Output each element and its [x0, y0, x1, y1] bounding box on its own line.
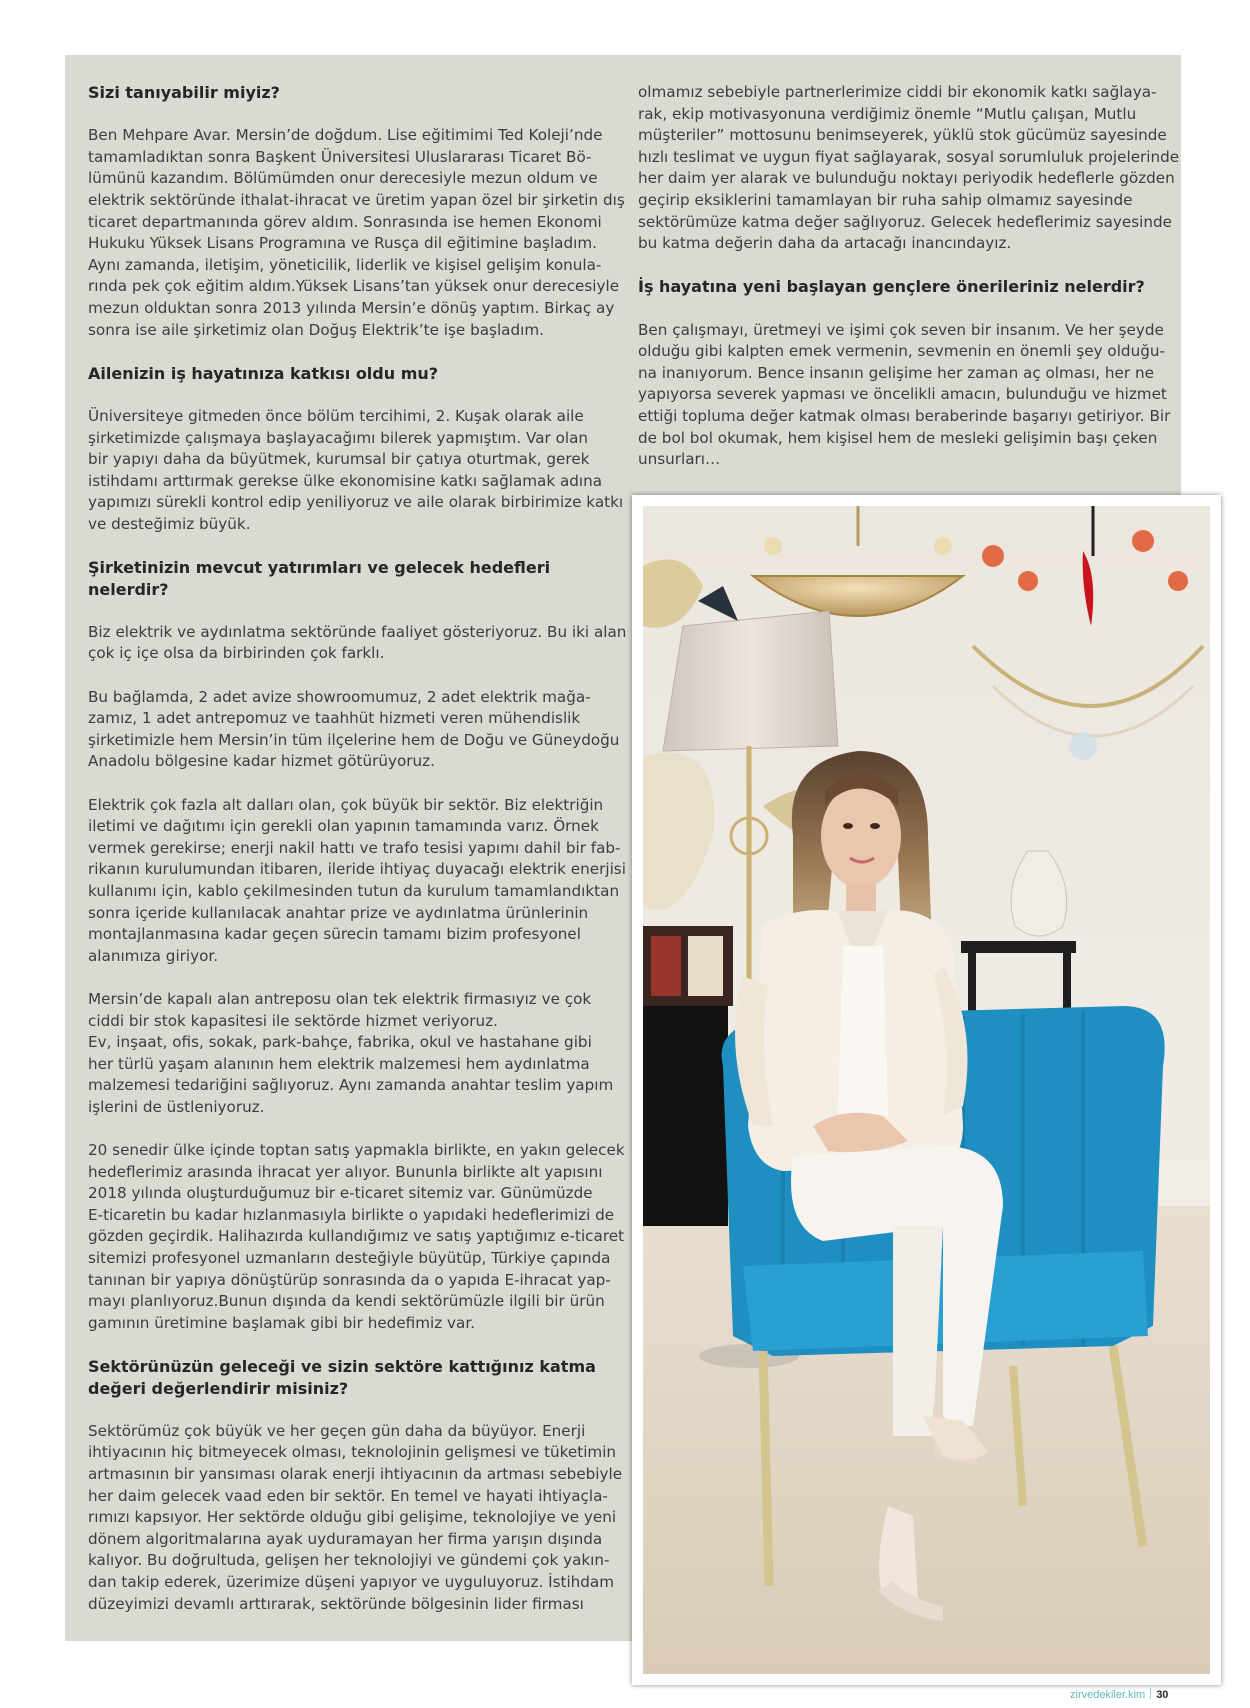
- body-text-line: mezun olduktan sonra 2013 yılında Mersin’e dönüş yaptım. Birkaç ay: [88, 298, 615, 317]
- footer-site: zirvedekiler.kim: [1070, 1689, 1146, 1701]
- body-text-line: malzemesi tedariğini sağlıyoruz. Aynı zamanda anahtar teslim yapım: [88, 1076, 614, 1095]
- body-text-line: Mersin’de kapalı alan antreposu olan tek elektrik firmasıyız ve çok: [88, 989, 592, 1008]
- body-text-line: Anadolu bölgesine kadar hizmet götürüyoruz.: [88, 752, 435, 771]
- body-text-line: dan takip ederek, üzerimize düşeni yapıyor ve uyguluyoruz. İstihdam: [88, 1572, 615, 1591]
- section-heading-line: Ailenizin iş hayatınıza katkısı oldu mu?: [88, 363, 439, 383]
- body-text-line: Ben Mehpare Avar. Mersin’de doğdum. Lise eğitimimi Ted Koleji’nde: [88, 126, 603, 145]
- body-text-line: yapımızı sürekli kontrol edip yeniliyoruz ve aile olarak birbirimize katkı: [88, 493, 624, 512]
- paragraph-spacer: [638, 255, 1168, 277]
- paragraph-spacer: [88, 600, 618, 622]
- body-text-line: olduğu gibi kalpten emek vermenin, sevmenin en önemli şey olduğu-: [638, 342, 1165, 361]
- body-text-line: her daim gelecek vaad eden bir sektör. En temel ve hayati ihtiyaçla-: [88, 1486, 608, 1505]
- body-text-line: yapıyorsa severek yapması ve öncelikli amacın, bulunduğu ve hizmet: [638, 385, 1167, 404]
- footer-divider: [1150, 1688, 1151, 1699]
- body-text-line: rımızı kapsıyor. Her sektörde olduğu gibi gelişime, teknolojiye ve yeni: [88, 1508, 617, 1527]
- body-text-line: bu katma değerin daha da artacağı inancındayız.: [638, 234, 1012, 253]
- body-text-line: düzeyimizi devamlı arttırarak, sektöründe bölgesinin lider firması: [88, 1594, 584, 1613]
- body-text-line: Ben çalışmayı, üretmeyi ve işimi çok seven bir insanım. Ve her şeyde: [638, 320, 1164, 339]
- body-text-line: mayı planlıyoruz.Bunun dışında da kendi sektörümüzle ilgili bir ürün: [88, 1292, 605, 1311]
- paragraph-spacer: [88, 1334, 618, 1356]
- paragraph-spacer: [88, 665, 618, 687]
- section-heading-line: Sektörünüzün geleceği ve sizin sektöre kattığınız katma: [88, 1357, 596, 1377]
- body-text-line: rikanın kurulumundan itibaren, ileride ihtiyaç duyacağı elektrik enerjisi: [88, 860, 626, 879]
- body-text-line: çok iç içe olsa da birbirinden çok farklı.: [88, 644, 385, 663]
- body-text-line: ticaret departmanında görev aldım. Sonrasında ise hemen Ekonomi: [88, 212, 602, 231]
- body-text-line: elektrik sektöründe ithalat-ihracat ve üretim yapan özel bir şirketin dış: [88, 190, 625, 209]
- body-text-line: Sektörümüz çok büyük ve her geçen gün daha da büyüyor. Enerji: [88, 1421, 586, 1440]
- paragraph-spacer: [88, 535, 618, 557]
- portrait-photo: [643, 506, 1210, 1674]
- body-text-line: ihtiyacının hiç bitmeyecek olması, teknolojinin gelişmesi ve tüketimin: [88, 1443, 617, 1462]
- body-text-line: rında pek çok eğitim aldım.Yüksek Lisans’tan yüksek onur derecesiyle: [88, 277, 620, 296]
- body-text-line: sonra içeride kullanılacak anahtar prize ve aydınlatma ürünlerinin: [88, 903, 589, 922]
- body-text-line: olmamız sebebiyle partnerlerimize ciddi bir ekonomik katkı sağlaya-: [638, 83, 1157, 101]
- body-text-line: iletimi ve dağıtımı için gerekli olan yapının tamamında varız. Örnek: [88, 817, 599, 836]
- body-text-line: Hukuku Yüksek Lisans Programına ve Rusça dil eğitimine başladım.: [88, 234, 597, 253]
- body-text-line: kalıyor. Bu doğrultuda, gelişen her teknolojiyi ve gündemi çok yakın-: [88, 1551, 610, 1570]
- body-text-line: hızlı teslimat ve uygun fiyat sağlayarak, sosyal sorumluluk projelerinde: [638, 147, 1180, 166]
- body-text-line: Aynı zamanda, iletişim, yöneticilik, liderlik ve kişisel gelişim konula-: [88, 255, 602, 274]
- section-heading-line: Sizi tanıyabilir miyiz?: [88, 83, 280, 102]
- portrait-photo-frame: [632, 495, 1221, 1685]
- body-text-line: 2018 yılında oluşturduğumuz bir e-ticaret sitemiz var. Günümüzde: [88, 1184, 593, 1203]
- body-text-line: Ev, inşaat, ofis, sokak, park-bahçe, fabrika, okul ve hastahane gibi: [88, 1033, 592, 1052]
- body-text-line: alanımıza giriyor.: [88, 946, 219, 965]
- paragraph-spacer: [88, 1399, 618, 1421]
- paragraph-spacer: [88, 967, 618, 989]
- page-number: 30: [1156, 1689, 1169, 1701]
- body-text-line: hedeflerimiz arasında ihracat yer alıyor. Bununla birlikte alt yapısını: [88, 1162, 603, 1181]
- body-text-line: dönem algoritmalarına ayak uyduramayan her firma yarışın dışında: [88, 1529, 603, 1548]
- body-text-line: sitemizi profesyonel uzmanların desteğiyle büyütüp, Türkiye çapında: [88, 1249, 611, 1268]
- body-text-line: sektörümüze katma değer sağlıyoruz. Gelecek hedeflerimiz sayesinde: [638, 212, 1172, 231]
- body-text-line: işlerini de üstleniyoruz.: [88, 1097, 265, 1116]
- body-text-line: gözden geçirdik. Halihazırda kullandığımız ve satış yaptığımız e-ticaret: [88, 1227, 625, 1246]
- body-text-line: artmasının bir yansıması olarak enerji ihtiyacının da artması sebebiyle: [88, 1465, 623, 1483]
- body-text-line: de bol bol okumak, hem kişisel hem de mesleki gelişimin başı çeken: [638, 428, 1158, 447]
- section-heading-line: İş hayatına yeni başlayan gençlere önerileriniz nelerdir?: [638, 277, 1145, 297]
- body-text-line: lümünü kazandım. Bölümümden onur derecesiyle mezun oldum ve: [88, 169, 598, 188]
- body-text-line: kullanımı için, kablo çekilmesinden tutun da kurulum tamamlandıktan: [88, 881, 620, 900]
- body-text-line: E-ticaretin bu kadar hızlanmasıyla birlikte o yapıdaki hedeflerimizi de: [88, 1205, 615, 1224]
- paragraph-spacer: [88, 1119, 618, 1141]
- body-text-line: ve desteğimiz büyük.: [88, 514, 251, 533]
- body-text-line: rak, ekip motivasyonuna verdiğimiz önemle “Mutlu çalışan, Mutlu: [638, 104, 1137, 123]
- body-text-line: zamız, 1 adet antrepomuz ve taahhüt hizmeti veren mühendislik: [88, 709, 581, 728]
- body-text-line: unsurları…: [638, 450, 721, 469]
- paragraph-spacer: [638, 298, 1168, 320]
- body-text-line: sonra ise aile şirketimiz olan Doğuş Elektrik’te işe başladım.: [88, 320, 544, 339]
- display-shelf-left: [643, 926, 733, 1226]
- body-text-line: ciddi bir stok kapasitesi ile sektörde hizmet veriyoruz.: [88, 1011, 498, 1030]
- body-text-line: şirketimizde çalışmaya başlayacağımı bilerek yapmıştım. Var olan: [88, 428, 589, 447]
- page-footer: [1070, 1688, 1168, 1701]
- paragraph-spacer: [88, 104, 618, 126]
- body-text-line: tamamladıktan sonra Başkent Üniversitesi Uluslararası Ticaret Bö-: [88, 147, 592, 166]
- body-text-line: geçirip eksiklerini tamamlayan bir ruha sahip olmamız sayesinde: [638, 190, 1133, 209]
- body-text-line: her daim yer alarak ve bulunduğu noktayı periyodik hedeflerle gözden: [638, 169, 1175, 188]
- paragraph-spacer: [88, 384, 618, 406]
- body-text-line: Elektrik çok fazla alt dalları olan, çok büyük bir sektör. Biz elektriğin: [88, 795, 604, 814]
- body-text-line: montajlanmasına kadar geçen sürecin tamamı bizim profesyonel: [88, 925, 581, 944]
- body-text-line: istihdamı arttırmak gerekse ülke ekonomisine katkı sağlamak adına: [88, 471, 603, 490]
- body-text-line: şirketimizle hem Mersin’in tüm ilçelerine hem de Doğu ve Güneydoğu: [88, 730, 620, 749]
- section-heading-line: Şirketinizin mevcut yatırımları ve gelecek hedefleri: [88, 558, 551, 578]
- body-text-line: 20 senedir ülke içinde toptan satış yapmakla birlikte, en yakın gelecek: [88, 1141, 625, 1160]
- body-text-line: bir yapıyı daha da büyütmek, kurumsal bir çatıya oturtmak, gerek: [88, 450, 590, 469]
- body-text-line: Üniversiteye gitmeden önce bölüm tercihimi, 2. Kuşak olarak aile: [88, 406, 584, 425]
- section-heading-line: nelerdir?: [88, 579, 169, 599]
- body-text-line: vermek gerekirse; enerji nakil hattı ve trafo tesisi yapımı dahil bir fab-: [88, 838, 621, 857]
- body-text-line: müşteriler” mottosunu benimseyerek, yüklü stok gücümüz sayesinde: [638, 126, 1167, 145]
- body-text-line: tanınan bir yapıya dönüştürüp sonrasında da o yapıda E-ihracat yap-: [88, 1270, 611, 1289]
- paragraph-spacer: [88, 341, 618, 363]
- body-text-line: na inanıyorum. Bence insanın gelişime her zaman aç olması, her ne: [638, 363, 1154, 382]
- section-heading-line: değeri değerlendirir misiniz?: [88, 1378, 349, 1398]
- article-right-column: [638, 82, 1180, 471]
- body-text-line: Bu bağlamda, 2 adet avize showroomumuz, 2 adet elektrik mağa-: [88, 687, 591, 706]
- body-text-line: gamının üretimine başlamak gibi bir hedefimiz var.: [88, 1313, 476, 1332]
- body-text-line: Biz elektrik ve aydınlatma sektöründe faaliyet gösteriyoruz. Bu iki alan: [88, 622, 627, 641]
- body-text-line: ettiği topluma değer katmak olması beraberinde başarıyı getiriyor. Bir: [638, 406, 1171, 425]
- article-left-column: [88, 82, 627, 1615]
- body-text-line: her türlü yaşam alanının hem elektrik malzemesi hem aydınlatma: [88, 1054, 590, 1073]
- paragraph-spacer: [88, 773, 618, 795]
